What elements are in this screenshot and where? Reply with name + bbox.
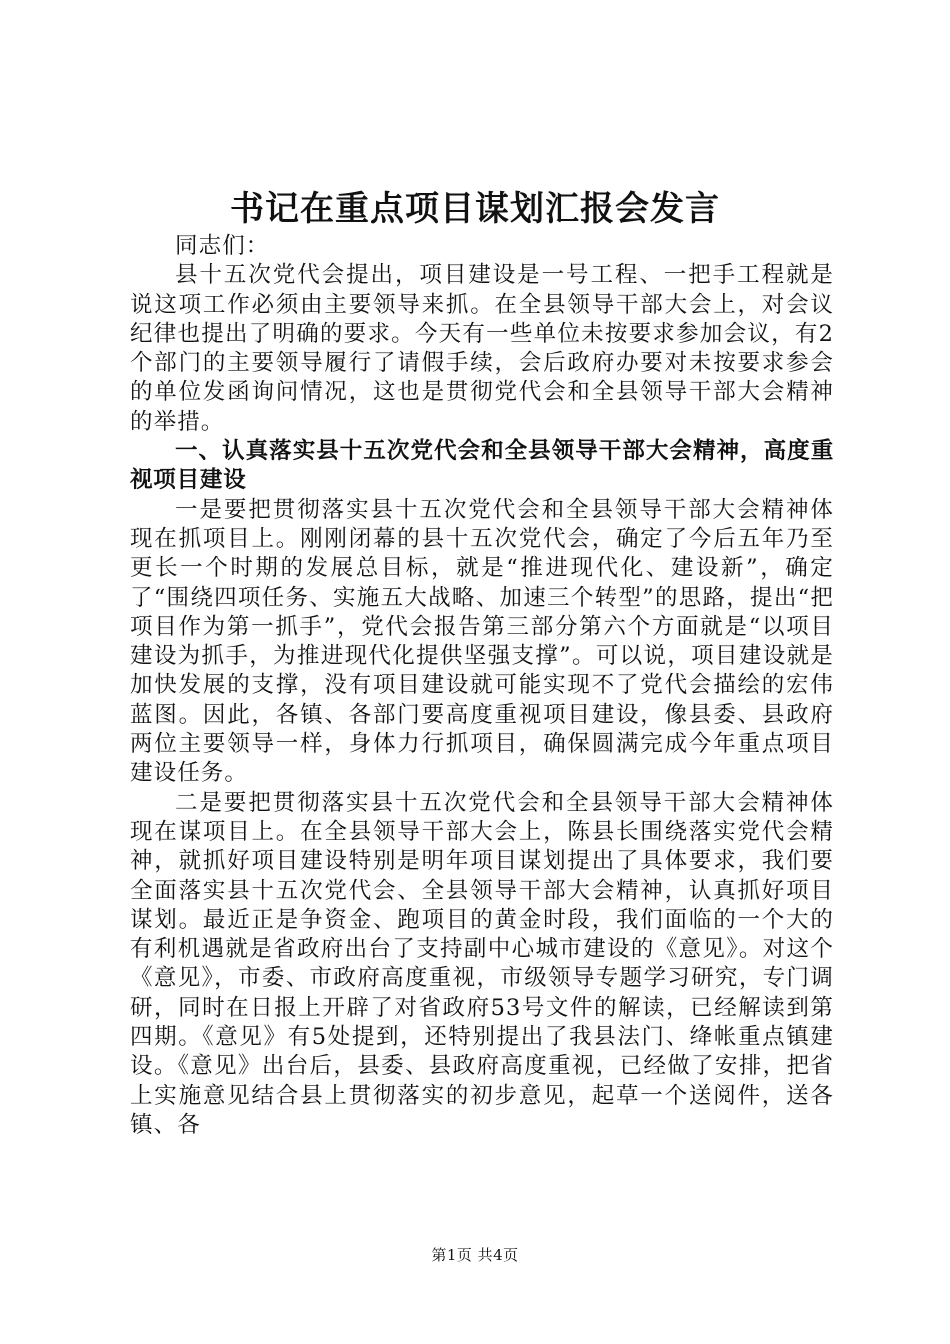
body-paragraph: 二是要把贯彻落实县十五次党代会和全县领导干部大会精神体现在谋项目上。在全县领导干部大会上，陈县长围绕落实党代会精神，就抓好项目建设特别是明年项目谋划提出了具体要求，我们要全面落实县十五次党代会、全县领导干部大会精神，认真抓好项目谋划。最近正是争资金、跑项目的黄金时段，我们面临的一个大的有利机遇就是省政府出台了支持副中心城市建设的《意见》。对这个《意见》，市委、市政府高度重视，市级领导专题学习研究，专门调研，同时在日报上开辟了对省政府53号文件的解读，已经解读到第四期。《意见》有5处提到，还特别提出了我县法门、绛帐重点镇建设。《意见》出台后，县委、县政府高度重视，已经做了安排，把省上实施意见结合县上贯彻落实的初步意见，起草一个送阅件，送各镇、各: [130, 789, 834, 1138]
salutation-paragraph: 同志们：: [175, 233, 270, 259]
intro-paragraph: 县十五次党代会提出，项目建设是一号工程、一把手工程就是说这项工作必须由主要领导来抓。在全县领导干部大会上，对会议纪律也提出了明确的要求。今天有一些单位未按要求参加会议，有2个部门的主要领导履行了请假手续，会后政府办要对未按要求参会的单位发函询问情况，这也是贯彻党代会和全县领导干部大会精神的举措。: [130, 262, 834, 435]
body-paragraph: 一是要把贯彻落实县十五次党代会和全县领导干部大会精神体现在抓项目上。刚刚闭幕的县十五次党代会，确定了今后五年乃至更长一个时期的发展总目标，就是“推进现代化、建设新”，确定了“围绕四项任务、实施五大战略、加速三个转型”的思路，提出“把项目作为第一抓手”，党代会报告第三部分第六个方面就是“以项目建设为抓手，为推进现代化提供坚强支撑”。可以说，项目建设就是加快发展的支撑，没有项目建设就可能实现不了党代会描绘的宏伟蓝图。因此，各镇、各部门要高度重视项目建设，像县委、县政府两位主要领导一样，身体力行抓项目，确保圆满完成今年重点项目建设任务。: [130, 496, 834, 787]
section-heading: 一、认真落实县十五次党代会和全县领导干部大会精神，高度重视项目建设: [130, 438, 834, 494]
document-title: 书记在重点项目谋划汇报会发言: [230, 189, 720, 229]
document-body: [130, 232, 834, 1140]
page-footer: 第1页 共4页: [431, 1246, 519, 1264]
